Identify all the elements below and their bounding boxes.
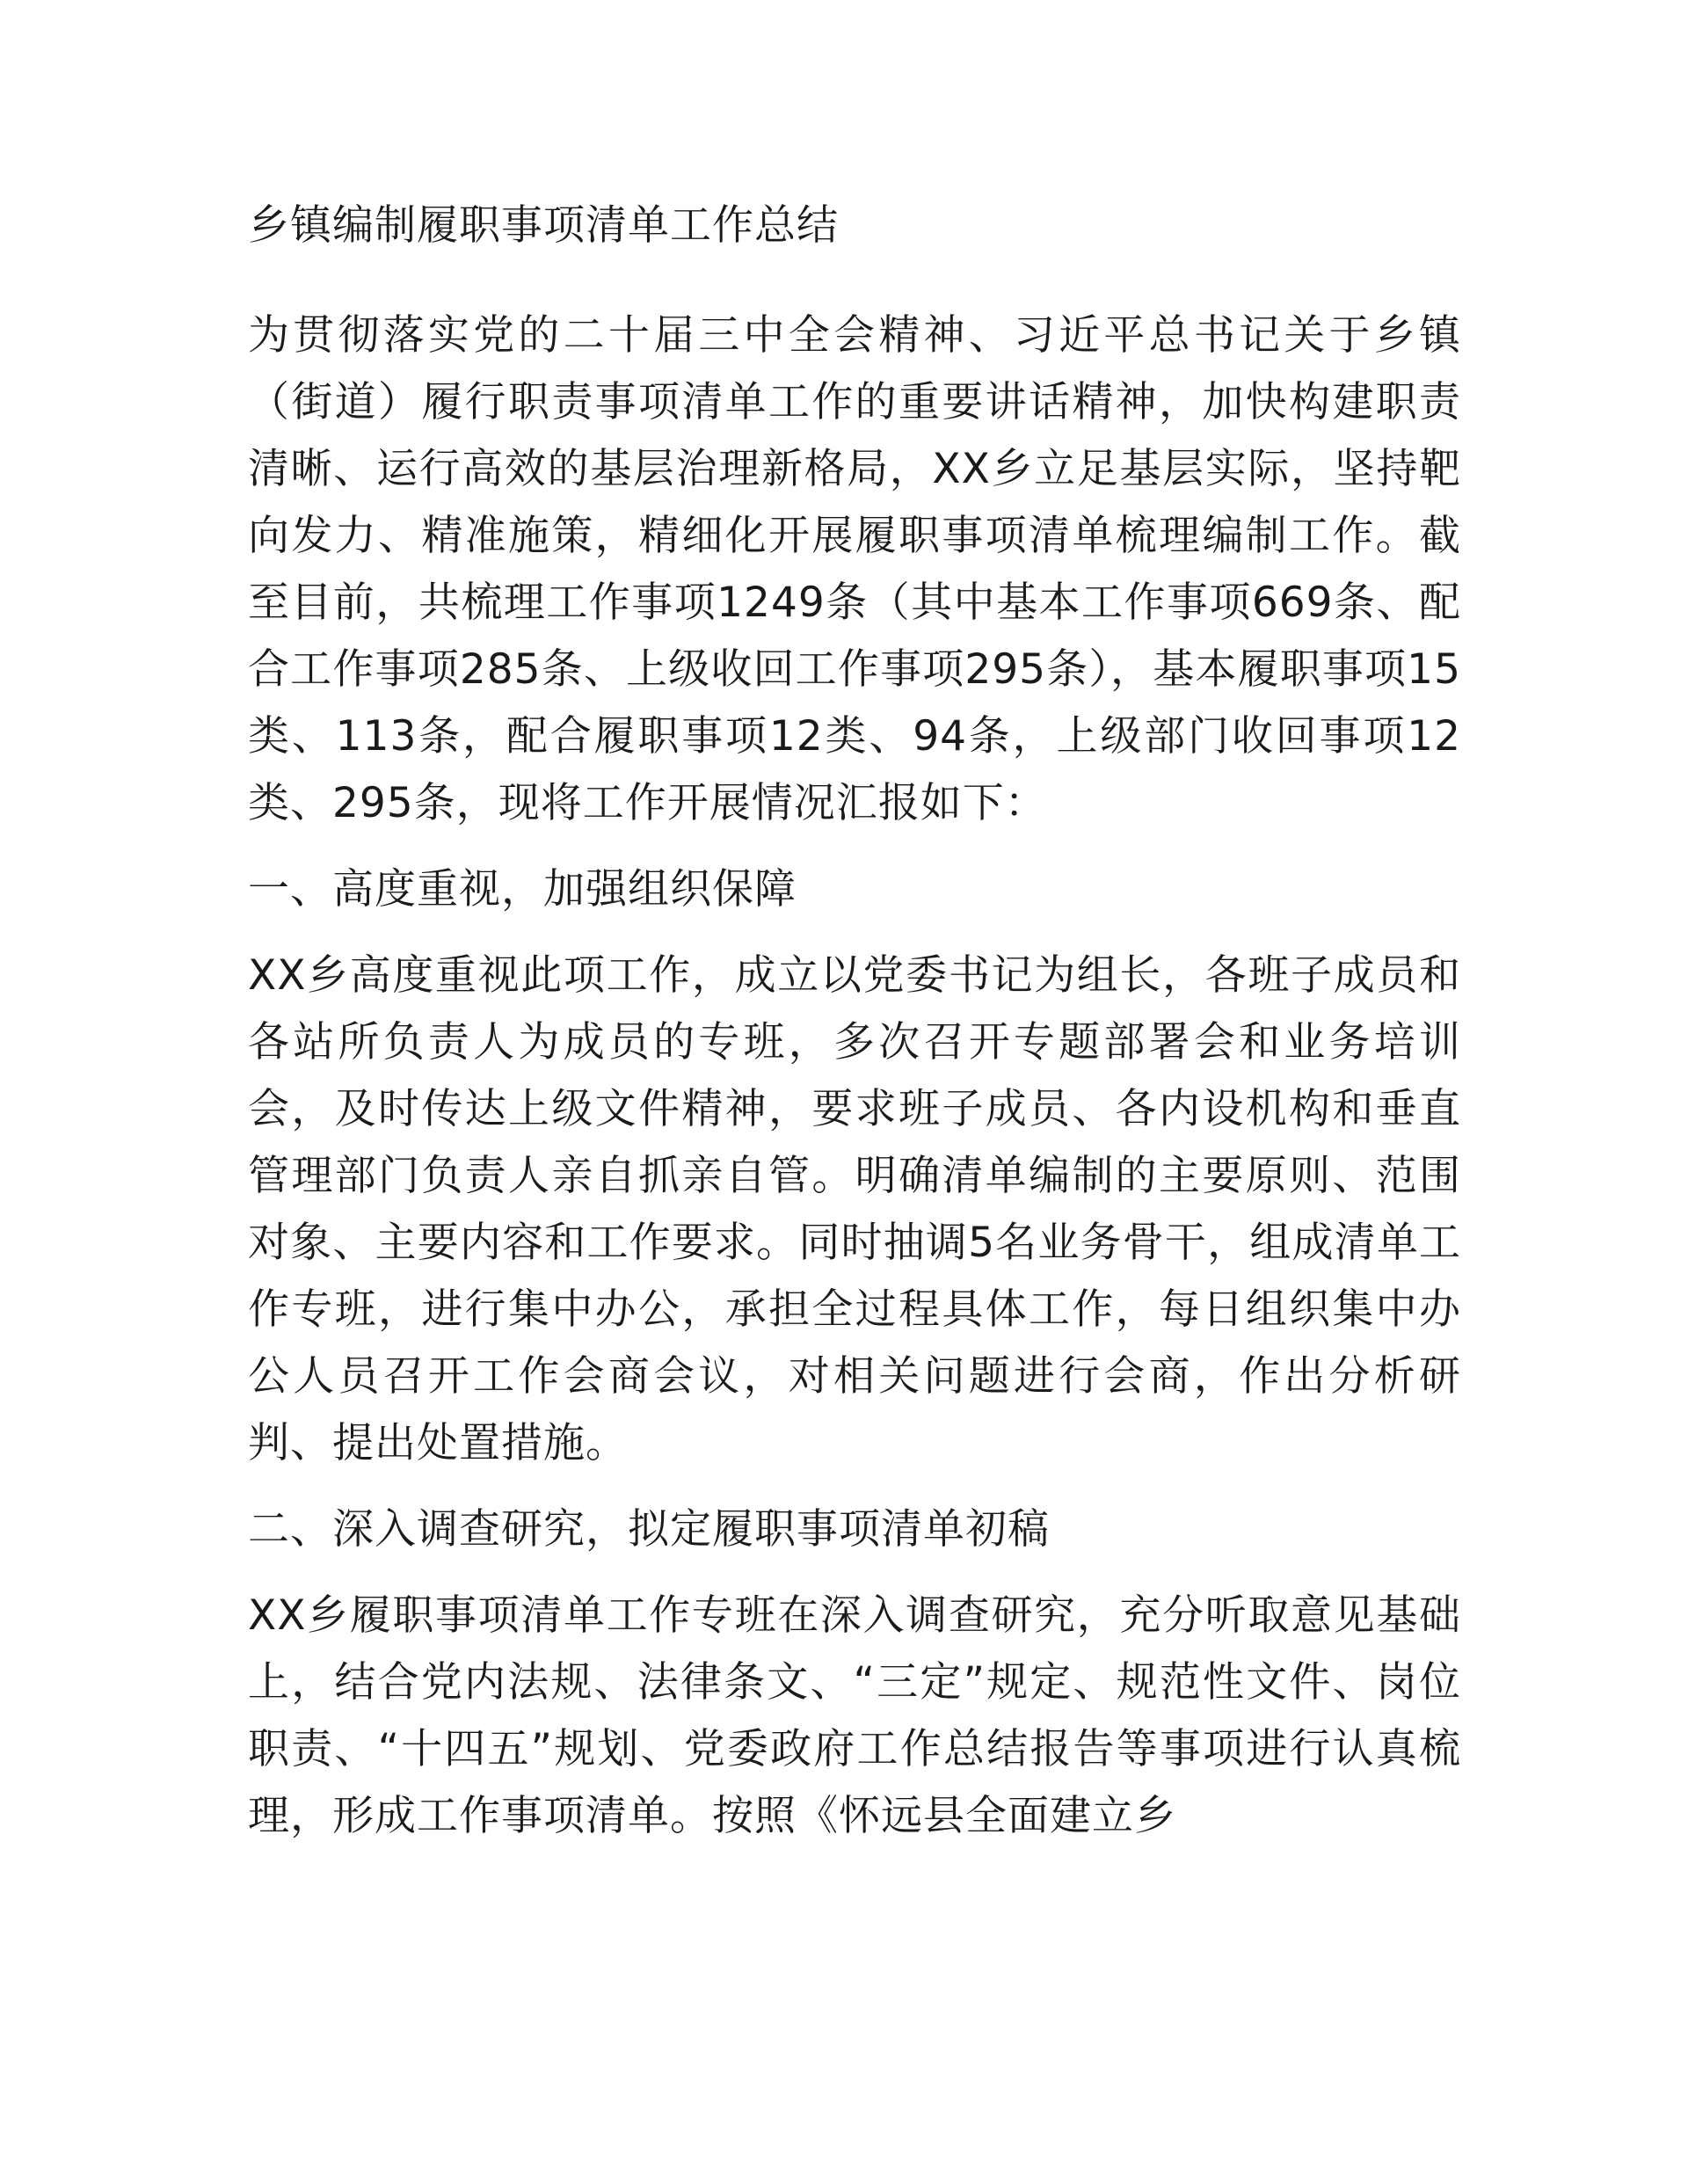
section-2-heading: 二、深入调查研究，拟定履职事项清单初稿 [248, 1505, 1050, 1554]
document-body [248, 193, 1461, 1869]
intro-paragraph: 为贯彻落实党的二十届三中全会精神、习近平总书记关于乡镇（街道）履行职责事项清单工作的重要讲话精神，加快构建职责清晰、运行高效的基层治理新格局，XX乡立足基层实际，坚持靶向发力、精准施策，精细化开展履职事项清单梳理编制工作。截至目前，共梳理工作事项1249条（其中基本工作事项669条、配合工作事项285条、上级收回工作事项295条），基本履职事项15类、113条，配合履职事项12类、94条，上级部门收回事项12类、295条，现将工作开展情况汇报如下： [248, 311, 1461, 827]
section-1-heading: 一、高度重视，加强组织保障 [248, 865, 797, 914]
section-2-paragraph: XX乡履职事项清单工作专班在深入调查研究，充分听取意见基础上，结合党内法规、法律条文、“三定”规定、规范性文件、岗位职责、“十四五”规划、党委政府工作总结报告等事项进行认真梳理，形成工作事项清单。按照《怀远县全面建立乡 [248, 1591, 1461, 1840]
document-title: 乡镇编制履职事项清单工作总结 [248, 201, 839, 250]
section-1-paragraph: XX乡高度重视此项工作，成立以党委书记为组长，各班子成员和各站所负责人为成员的专班，多次召开专题部署会和业务培训会，及时传达上级文件精神，要求班子成员、各内设机构和垂直管理部门负责人亲自抓亲自管。明确清单编制的主要原则、范围对象、主要内容和工作要求。同时抽调5名业务骨干，组成清单工作专班，进行集中办公，承担全过程具体工作，每日组织集中办公人员召开工作会商会议，对相关问题进行会商，作出分析研判、提出处置措施。 [248, 951, 1461, 1467]
